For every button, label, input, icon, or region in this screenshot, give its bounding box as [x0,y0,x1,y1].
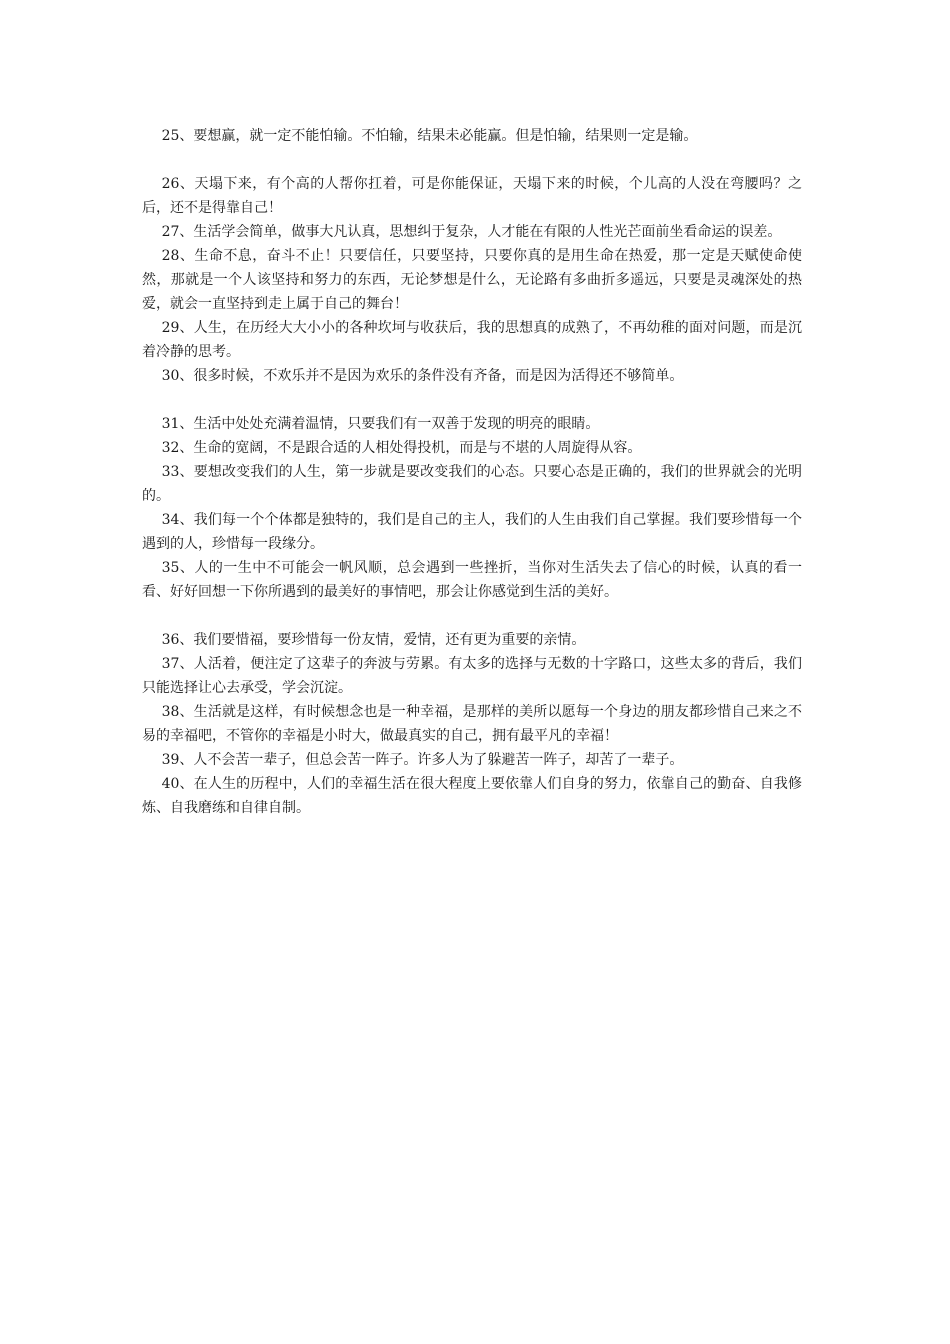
paragraph-31: 31、生活中处处充满着温情，只要我们有一双善于发现的明亮的眼睛。 [161,416,600,432]
paragraph-35: 35、人的一生中不可能会一帆风顺，总会遇到一些挫折，当你对生活失去了信心的时候，认真的看一看、好好回想一下你所遇到的最美好的事情吧，那会让你感觉到生活的美好。 [142,560,802,600]
paragraph-29: 29、人生，在历经大大小小的各种坎坷与收获后，我的思想真的成熟了，不再幼稚的面对问题，而是沉着冷静的思考。 [142,320,802,360]
paragraph-25: 25、要想赢，就一定不能怕输。不怕输，结果未必能赢。但是怕输，结果则一定是输。 [161,128,698,144]
document-page [142,124,802,820]
paragraph-gap [142,604,802,628]
paragraph-30: 30、很多时候，不欢乐并不是因为欢乐的条件没有齐备，而是因为活得还不够简单。 [161,368,684,384]
paragraph-26: 26、天塌下来，有个高的人帮你扛着，可是你能保证，天塌下来的时候，个儿高的人没在弯腰吗？之后，还不是得靠自己！ [142,176,802,216]
paragraph-27: 27、生活学会简单，做事大凡认真，思想纠于复杂，人才能在有限的人性光芒面前坐看命运的误差。 [161,224,782,240]
paragraph-40: 40、在人生的历程中，人们的幸福生活在很大程度上要依靠人们自身的努力，依靠自己的勤奋、自我修炼、自我磨练和自律自制。 [142,776,802,816]
paragraph-38: 38、生活就是这样，有时候想念也是一种幸福，是那样的美所以愿每一个身边的朋友都珍惜自己来之不易的幸福吧，不管你的幸福是小时大，做最真实的自己，拥有最平凡的幸福！ [142,704,802,744]
paragraph-36: 36、我们要惜福，要珍惜每一份友情，爱情，还有更为重要的亲情。 [161,632,586,648]
paragraph-34: 34、我们每一个个体都是独特的，我们是自己的主人，我们的人生由我们自己掌握。我们要珍惜每一个遇到的人，珍惜每一段缘分。 [142,512,802,552]
paragraph-33: 33、要想改变我们的人生，第一步就是要改变我们的心态。只要心态是正确的，我们的世界就会的光明的。 [142,464,802,504]
paragraph-gap [142,388,802,412]
paragraph-gap [142,148,802,172]
paragraph-32: 32、生命的宽阔，不是跟合适的人相处得投机，而是与不堪的人周旋得从容。 [161,440,642,456]
paragraph-39: 39、人不会苦一辈子，但总会苦一阵子。许多人为了躲避苦一阵子，却苦了一辈子。 [161,752,684,768]
paragraph-28: 28、生命不息，奋斗不止！只要信任，只要坚持，只要你真的是用生命在热爱，那一定是天赋使命使然，那就是一个人该坚持和努力的东西，无论梦想是什么，无论路有多曲折多遥远，只要是灵魂深处的热爱，就会一直坚持到走上属于自己的舞台！ [142,248,802,312]
paragraph-37: 37、人活着，便注定了这辈子的奔波与劳累。有太多的选择与无数的十字路口，这些太多的背后，我们只能选择让心去承受，学会沉淀。 [142,656,802,696]
